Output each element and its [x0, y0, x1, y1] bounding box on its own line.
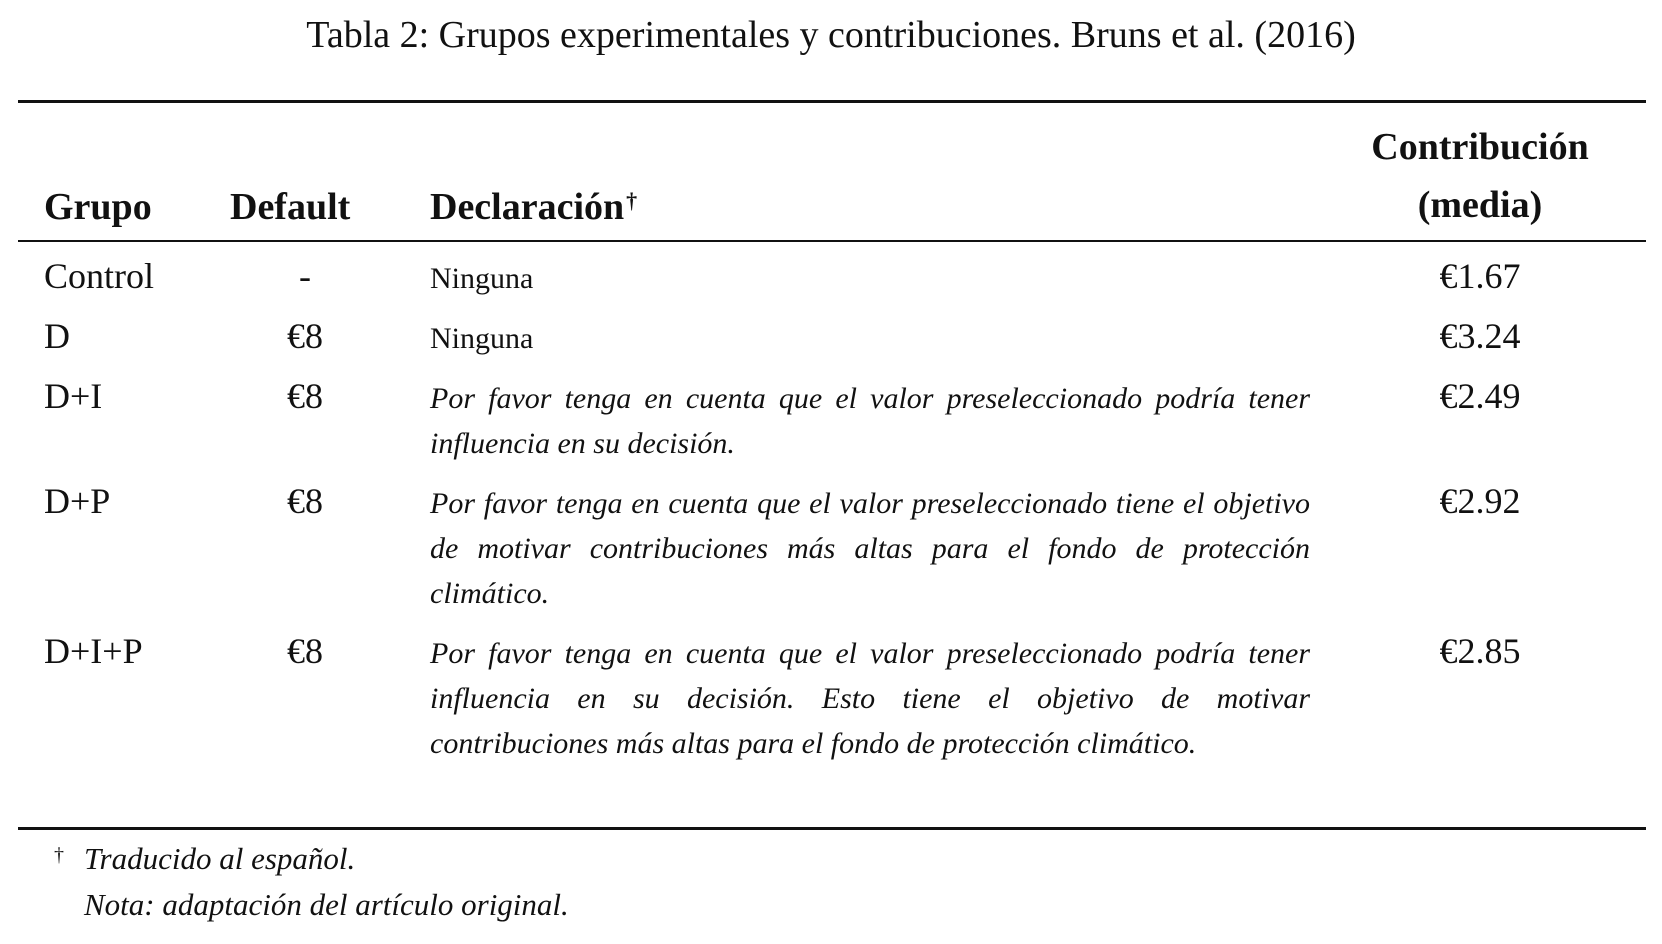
cell-contribucion: €2.85	[1439, 631, 1521, 671]
cell-grupo: D+P	[44, 481, 111, 521]
table-footnote	[54, 836, 569, 928]
cell-grupo: Control	[44, 256, 155, 296]
header-declaracion	[430, 178, 637, 236]
header-contribucion	[1330, 118, 1630, 234]
cell-declaracion: Por favor tenga en cuenta que el valor preseleccionado podría tener influencia en su decisión. Esto tiene el objetivo de motivar contribuciones más altas para el fondo de protección climático.	[430, 637, 1310, 760]
top-rule	[18, 100, 1646, 103]
header-declaracion-label: Declaración	[430, 186, 625, 228]
footnote-dagger: †	[54, 844, 64, 866]
footnote-adaptation-note: Nota: adaptación del artículo original.	[84, 887, 569, 922]
cell-contribucion: €3.24	[1439, 316, 1521, 356]
cell-declaracion: Ninguna	[430, 262, 534, 295]
cell-default: €8	[287, 481, 323, 521]
cell-default: €8	[287, 631, 323, 671]
footnote-translation-note: Traducido al español.	[84, 841, 356, 876]
header-grupo: Grupo	[44, 186, 152, 228]
cell-declaracion: Por favor tenga en cuenta que el valor preseleccionado podría tener influencia en su decisión.	[430, 382, 1310, 460]
bottom-rule	[18, 827, 1646, 830]
footnote-line1	[54, 836, 569, 882]
cell-contribucion: €2.92	[1439, 481, 1521, 521]
cell-default: -	[299, 256, 311, 296]
cell-contribucion: €1.67	[1439, 256, 1521, 296]
cell-grupo: D+I+P	[44, 631, 143, 671]
cell-default: €8	[287, 376, 323, 416]
header-default: Default	[230, 186, 351, 228]
cell-contribucion: €2.49	[1439, 376, 1521, 416]
cell-declaracion: Ninguna	[430, 322, 534, 355]
cell-grupo: D	[44, 316, 70, 356]
cell-declaracion: Por favor tenga en cuenta que el valor preseleccionado tiene el objetivo de motivar contribuciones más altas para el fondo de protección climático.	[430, 487, 1310, 610]
header-contribucion-line2: (media)	[1417, 184, 1543, 226]
cell-default: €8	[287, 316, 323, 356]
dagger-mark: †	[626, 188, 638, 213]
header-rule	[18, 240, 1646, 242]
header-contribucion-line1: Contribución	[1371, 126, 1589, 168]
table-caption: Tabla 2: Grupos experimentales y contribuciones. Bruns et al. (2016)	[306, 14, 1356, 56]
cell-grupo: D+I	[44, 376, 103, 416]
